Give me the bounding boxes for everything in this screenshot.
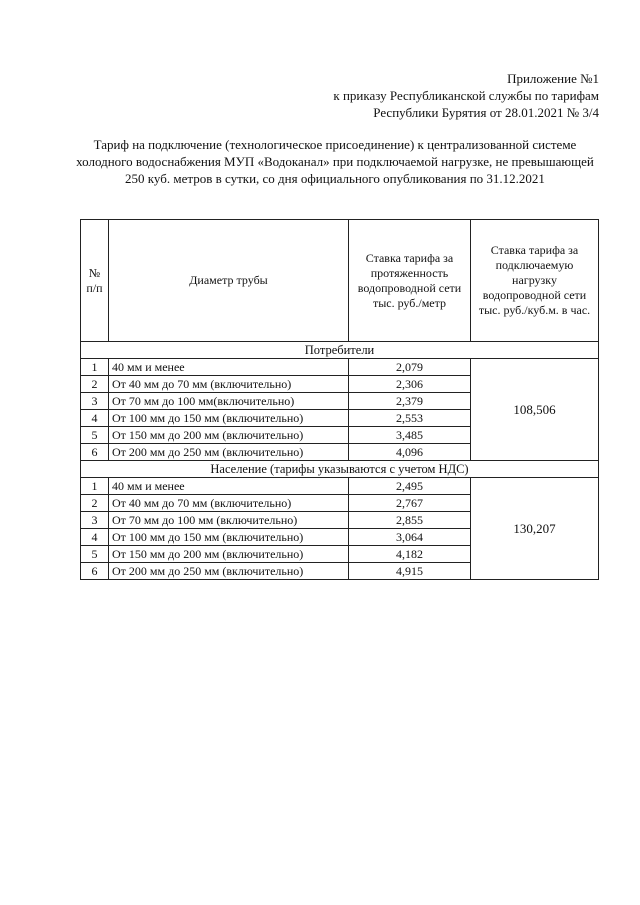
row-length-rate: 4,096 [349,444,471,461]
row-length-rate: 2,495 [349,478,471,495]
table-row [81,478,599,495]
tariff-table [80,219,599,580]
header-num: № п/п [81,220,109,342]
table-body [81,342,599,580]
row-length-rate: 2,767 [349,495,471,512]
table-header-row [81,220,599,342]
group-name: Потребители [81,342,599,359]
group-load-rate: 108,506 [471,359,599,461]
row-num: 1 [81,359,109,376]
group-header-row [81,461,599,478]
row-diameter: От 70 мм до 100 мм (включительно) [109,512,349,529]
table-row [81,359,599,376]
row-num: 2 [81,495,109,512]
row-length-rate: 2,306 [349,376,471,393]
row-num: 6 [81,444,109,461]
row-diameter: От 150 мм до 200 мм (включительно) [109,427,349,444]
row-num: 4 [81,410,109,427]
row-diameter: 40 мм и менее [109,478,349,495]
row-diameter: От 70 мм до 100 мм(включительно) [109,393,349,410]
group-header-row [81,342,599,359]
appendix-header [333,70,599,121]
row-num: 5 [81,546,109,563]
group-load-rate: 130,207 [471,478,599,580]
row-diameter: От 40 мм до 70 мм (включительно) [109,376,349,393]
row-length-rate: 3,064 [349,529,471,546]
row-diameter: От 40 мм до 70 мм (включительно) [109,495,349,512]
row-num: 5 [81,427,109,444]
row-num: 3 [81,393,109,410]
row-diameter: 40 мм и менее [109,359,349,376]
row-length-rate: 2,379 [349,393,471,410]
row-num: 2 [81,376,109,393]
header-diameter: Диаметр трубы [109,220,349,342]
row-num: 4 [81,529,109,546]
row-length-rate: 2,855 [349,512,471,529]
row-num: 6 [81,563,109,580]
row-num: 3 [81,512,109,529]
appendix-line-3: Республики Бурятия от 28.01.2021 № 3/4 [373,105,599,120]
group-name: Население (тарифы указываются с учетом НДС) [81,461,599,478]
document-title: Тариф на подключение (технологическое присоединение) к централизованной системе холодного водоснабжения МУП «Водоканал» при подключаемой нагрузке, не превышающей 250 куб. метров в сутки, со дня официального опубликования по 31.12.2021 [76,137,594,186]
row-length-rate: 3,485 [349,427,471,444]
row-diameter: От 100 мм до 150 мм (включительно) [109,410,349,427]
row-diameter: От 100 мм до 150 мм (включительно) [109,529,349,546]
appendix-line-2: к приказу Республиканской службы по тарифам [333,88,599,103]
row-diameter: От 200 мм до 250 мм (включительно) [109,563,349,580]
header-load-rate: Ставка тарифа за подключаемую нагрузку водопроводной сети тыс. руб./куб.м. в час. [471,220,599,342]
row-num: 1 [81,478,109,495]
row-diameter: От 150 мм до 200 мм (включительно) [109,546,349,563]
appendix-line-1: Приложение №1 [507,71,599,86]
row-length-rate: 4,182 [349,546,471,563]
row-length-rate: 2,553 [349,410,471,427]
row-length-rate: 2,079 [349,359,471,376]
header-length-rate: Ставка тарифа за протяженность водопроводной сети тыс. руб./метр [349,220,471,342]
row-length-rate: 4,915 [349,563,471,580]
row-diameter: От 200 мм до 250 мм (включительно) [109,444,349,461]
